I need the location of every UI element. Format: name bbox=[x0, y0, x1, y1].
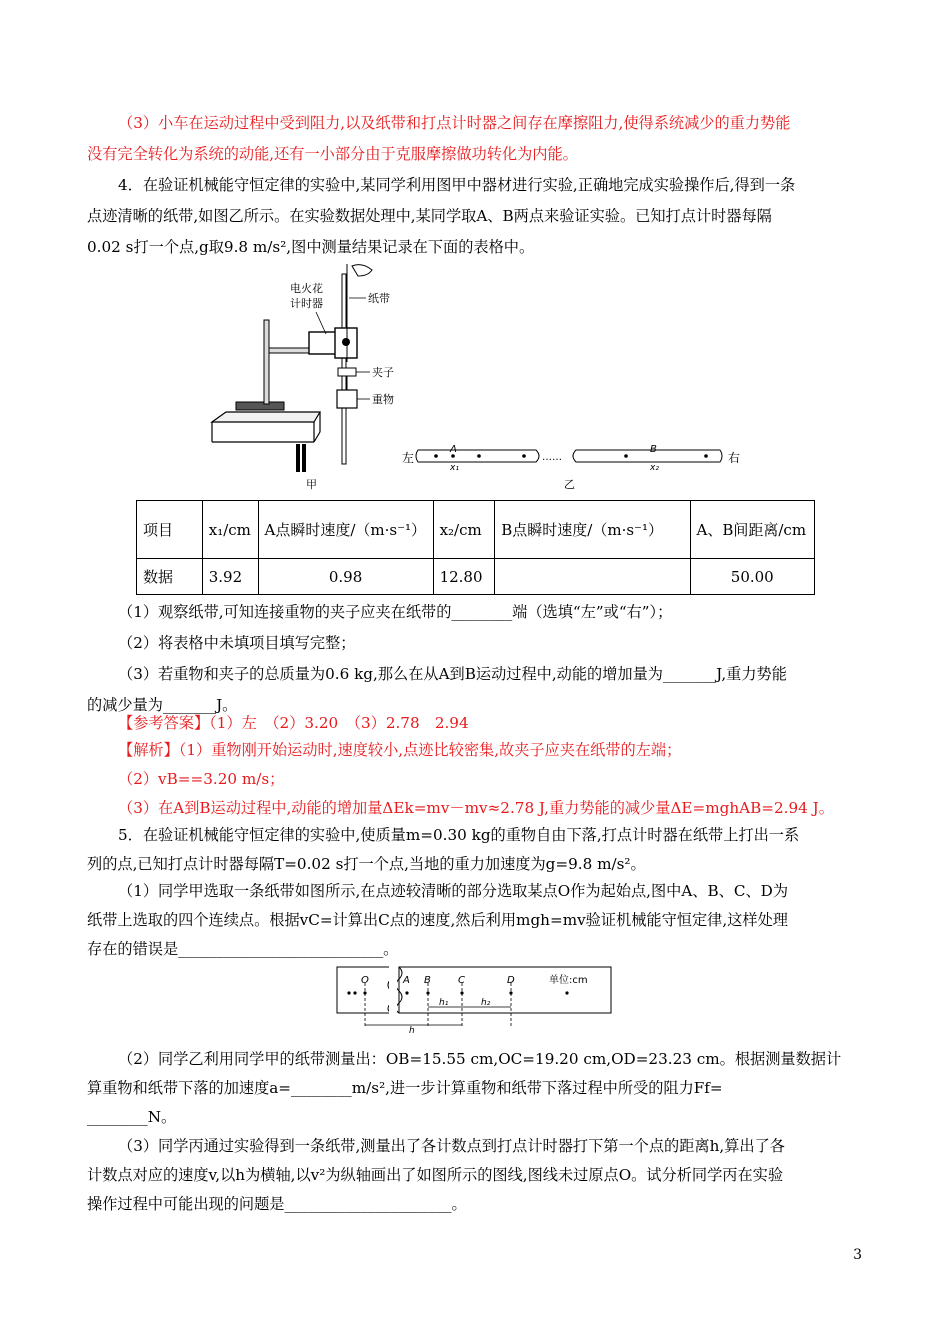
label-x1: x₁ bbox=[450, 463, 459, 473]
label-tape: 纸带 bbox=[368, 292, 390, 305]
tape-right-segment bbox=[573, 450, 722, 462]
th-ab: A、B间距离/cm bbox=[690, 501, 814, 559]
label-timer: 电火花 bbox=[290, 282, 323, 295]
table-header-row bbox=[137, 501, 815, 559]
tape-label-h2: h₂ bbox=[481, 998, 491, 1008]
th-vb: B点瞬时速度/（m·s⁻¹） bbox=[495, 501, 690, 559]
th-va: A点瞬时速度/（m·s⁻¹） bbox=[258, 501, 433, 559]
th-x2: x₂/cm bbox=[433, 501, 495, 559]
tape-part-left bbox=[337, 967, 391, 1013]
q5-stem1: 5．在验证机械能守恒定律的实验中,使质量m=0.30 kg的重物自由下落,打点计时器在纸带上打出一系 bbox=[118, 826, 800, 844]
q4-stem-line2: 点迹清晰的纸带,如图乙所示。在实验数据处理中,某同学取A、B两点来验证实验。已知打点计时器每隔 bbox=[87, 207, 772, 225]
weight-shape bbox=[337, 390, 357, 408]
td-vb bbox=[495, 559, 690, 595]
table-data-row bbox=[137, 559, 815, 595]
label-x2: x₂ bbox=[650, 463, 659, 473]
tape-label-D: D bbox=[507, 975, 515, 986]
tape-label-C: C bbox=[458, 975, 465, 986]
tape-part-right bbox=[399, 967, 611, 1013]
q5-p3c: 操作过程中可能出现的问题是______________________。 bbox=[87, 1195, 467, 1213]
q5-p2c: ________N。 bbox=[87, 1108, 177, 1126]
q4-sub3a: （3）若重物和夹子的总质量为0.6 kg,那么在从A到B运动过程中,动能的增加量为_______J,重力势能 bbox=[118, 665, 787, 683]
tape-label-B: B bbox=[424, 975, 431, 986]
tape-label-O: O bbox=[361, 975, 369, 986]
q4-sub2: （2）将表格中未填项目填写完整； bbox=[118, 634, 356, 652]
hand bbox=[352, 265, 372, 276]
label-timer2: 计时器 bbox=[290, 297, 323, 310]
q4-sub1: （1）观察纸带,可知连接重物的夹子应夹在纸带的________端（选填“左”或“右”）； bbox=[118, 603, 673, 621]
q4-stem-line1: 4．在验证机械能守恒定律的实验中,某同学利用图甲中器材进行实验,正确地完成实验操作后,得到一条 bbox=[118, 176, 796, 194]
label-left: 左 bbox=[402, 451, 415, 465]
td-x2: 12.80 bbox=[433, 559, 495, 595]
th-item: 项目 bbox=[137, 501, 203, 559]
label-yi: 乙 bbox=[564, 478, 575, 491]
q4-apparatus-figure bbox=[206, 262, 766, 494]
q5-stem2: 列的点,已知打点计时器每隔T=0.02 s打一个点,当地的重力加速度为g=9.8 m/s²。 bbox=[87, 855, 646, 873]
q5-p1c: 存在的错误是___________________________。 bbox=[87, 940, 399, 958]
label-right: 右 bbox=[728, 451, 741, 465]
clip-shape bbox=[338, 368, 356, 376]
stand-pole bbox=[264, 320, 269, 404]
table-top bbox=[212, 412, 320, 422]
q3-answer-line1: （3）小车在运动过程中受到阻力,以及纸带和打点计时器之间存在摩擦阻力,使得系统减少的重力势能 bbox=[118, 114, 791, 132]
q4-analysis2: （2）vB==3.20 m/s； bbox=[118, 770, 285, 788]
label-A: A bbox=[450, 444, 457, 455]
q3-answer-line2: 没有完全转化为系统的动能,还有一小部分由于克服摩擦做功转化为内能。 bbox=[87, 145, 578, 163]
q4-data-table bbox=[136, 500, 815, 595]
page-number: 3 bbox=[853, 1247, 862, 1263]
table-leg bbox=[296, 444, 300, 472]
td-x1: 3.92 bbox=[202, 559, 258, 595]
label-clip: 夹子 bbox=[372, 366, 394, 379]
q4-analysis3: （3）在A到B运动过程中,动能的增加量ΔEk=mv－mv≈2.78 J,重力势能的减少量ΔE=mghAB=2.94 J。 bbox=[118, 799, 834, 817]
q5-p2b: 算重物和纸带下落的加速度a=________m/s²,进一步计算重物和纸带下落过程中所受的阻力Ff= bbox=[87, 1079, 723, 1097]
table-leg bbox=[302, 444, 306, 472]
label-jia: 甲 bbox=[306, 478, 317, 491]
q5-p3a: （3）同学丙通过实验得到一条纸带,测量出了各计数点到打点计时器打下第一个点的距离h,算出了各 bbox=[118, 1137, 785, 1155]
q4-answer: 【参考答案】（1）左 （2）3.20 （3）2.78 2.94 bbox=[118, 714, 469, 732]
label-dots: …… bbox=[542, 452, 562, 463]
q5-tape-figure bbox=[335, 963, 615, 1033]
td-label: 数据 bbox=[137, 559, 203, 595]
label-weight: 重物 bbox=[372, 393, 394, 406]
th-x1: x₁/cm bbox=[202, 501, 258, 559]
q4-stem-line3: 0.02 s打一个点,g取9.8 m/s²,图中测量结果记录在下面的表格中。 bbox=[87, 238, 535, 256]
td-ab: 50.00 bbox=[690, 559, 814, 595]
tape-label-h1: h₁ bbox=[439, 998, 449, 1008]
label-B: B bbox=[650, 444, 657, 455]
td-va: 0.98 bbox=[258, 559, 433, 595]
tape-label-h: h bbox=[409, 1026, 415, 1033]
tape-label-A: A bbox=[403, 975, 410, 986]
q5-p2a: （2）同学乙利用同学甲的纸带测量出：OB=15.55 cm,OC=19.20 cm,OD=23.23 cm。根据测量数据计 bbox=[118, 1050, 842, 1068]
tape-label-unit: 单位:cm bbox=[549, 975, 588, 986]
q4-sub3b: 的减少量为_______J。 bbox=[87, 696, 238, 714]
q5-p3b: 计数点对应的速度v,以h为横轴,以v²为纵轴画出了如图所示的图线,图线未过原点O。试分析同学丙在实验 bbox=[87, 1166, 784, 1184]
q4-analysis1: 【解析】（1）重物刚开始运动时,速度较小,点迹比较密集,故夹子应夹在纸带的左端； bbox=[118, 741, 682, 759]
q5-p1a: （1）同学甲选取一条纸带如图所示,在点迹较清晰的部分选取某点O作为起始点,图中A、B、C、D为 bbox=[118, 882, 789, 900]
q5-p1b: 纸带上选取的四个连续点。根据vC=计算出C点的速度,然后利用mgh=mv验证机械能守恒定律,这样处理 bbox=[87, 911, 788, 929]
stand-base bbox=[236, 402, 284, 410]
